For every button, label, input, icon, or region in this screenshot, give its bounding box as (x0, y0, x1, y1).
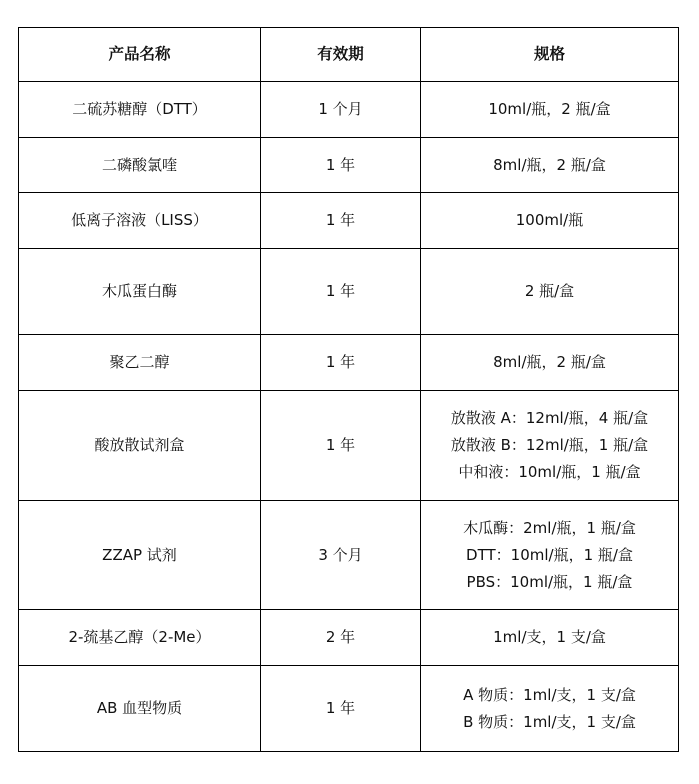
spec-line: 放散液 A：12ml/瓶，4 瓶/盒 (450, 409, 649, 427)
spec-line: B 物质：1ml/支，1 支/盒 (463, 712, 636, 731)
validity-cell: 1 年 (261, 138, 421, 193)
product-name-cell: 二硫苏糖醇（DTT） (19, 82, 261, 138)
validity-cell: 1 年 (261, 335, 421, 391)
product-name-cell: 聚乙二醇 (19, 335, 261, 391)
spec-line: DTT：10ml/瓶，1 瓶/盒 (466, 545, 633, 564)
spec-cell (421, 193, 679, 249)
product-name-cell: 酸放散试剂盒 (19, 391, 261, 501)
spec-line: 8ml/瓶，2 瓶/盒 (493, 353, 606, 371)
product-name-cell: ZZAP 试剂 (19, 501, 261, 610)
header-product-name: 产品名称 (19, 28, 261, 82)
product-name-cell: 2-巯基乙醇（2-Me） (19, 610, 261, 666)
product-name-cell: 低离子溶液（LISS） (19, 193, 261, 249)
table-row (19, 391, 679, 501)
product-table (18, 27, 679, 752)
product-name-cell: 木瓜蛋白酶 (19, 249, 261, 335)
spec-line: PBS：10ml/瓶，1 瓶/盒 (466, 572, 633, 591)
spec-cell (421, 391, 679, 501)
validity-cell: 1 个月 (261, 82, 421, 138)
validity-cell: 1 年 (261, 249, 421, 335)
spec-cell (421, 610, 679, 666)
spec-line: 放散液 B：12ml/瓶，1 瓶/盒 (450, 436, 649, 454)
header-spec: 规格 (421, 28, 679, 82)
table-row (19, 82, 679, 138)
spec-line: 木瓜酶：2ml/瓶，1 瓶/盒 (463, 518, 636, 537)
table-row (19, 335, 679, 391)
table-row (19, 610, 679, 666)
validity-cell: 2 年 (261, 610, 421, 666)
spec-cell (421, 666, 679, 752)
spec-line: 100ml/瓶 (515, 211, 584, 229)
table-header-row (19, 28, 679, 82)
spec-cell (421, 335, 679, 391)
table-row (19, 138, 679, 193)
spec-cell (421, 249, 679, 335)
validity-cell: 1 年 (261, 193, 421, 249)
spec-line: 中和液：10ml/瓶，1 瓶/盒 (458, 463, 641, 481)
spec-line: 2 瓶/盒 (524, 282, 575, 300)
spec-line: A 物质：1ml/支，1 支/盒 (463, 685, 636, 704)
table-row (19, 501, 679, 610)
product-name-cell: AB 血型物质 (19, 666, 261, 752)
spec-cell (421, 82, 679, 138)
spec-line: 8ml/瓶，2 瓶/盒 (493, 155, 606, 174)
spec-cell (421, 138, 679, 193)
table-row (19, 193, 679, 249)
validity-cell: 1 年 (261, 666, 421, 752)
spec-line: 10ml/瓶，2 瓶/盒 (488, 100, 611, 118)
table-row (19, 249, 679, 335)
spec-cell (421, 501, 679, 610)
validity-cell: 3 个月 (261, 501, 421, 610)
validity-cell: 1 年 (261, 391, 421, 501)
spec-line: 1ml/支，1 支/盒 (493, 628, 606, 646)
table-row (19, 666, 679, 752)
header-validity: 有效期 (261, 28, 421, 82)
product-name-cell: 二磷酸氯喹 (19, 138, 261, 193)
